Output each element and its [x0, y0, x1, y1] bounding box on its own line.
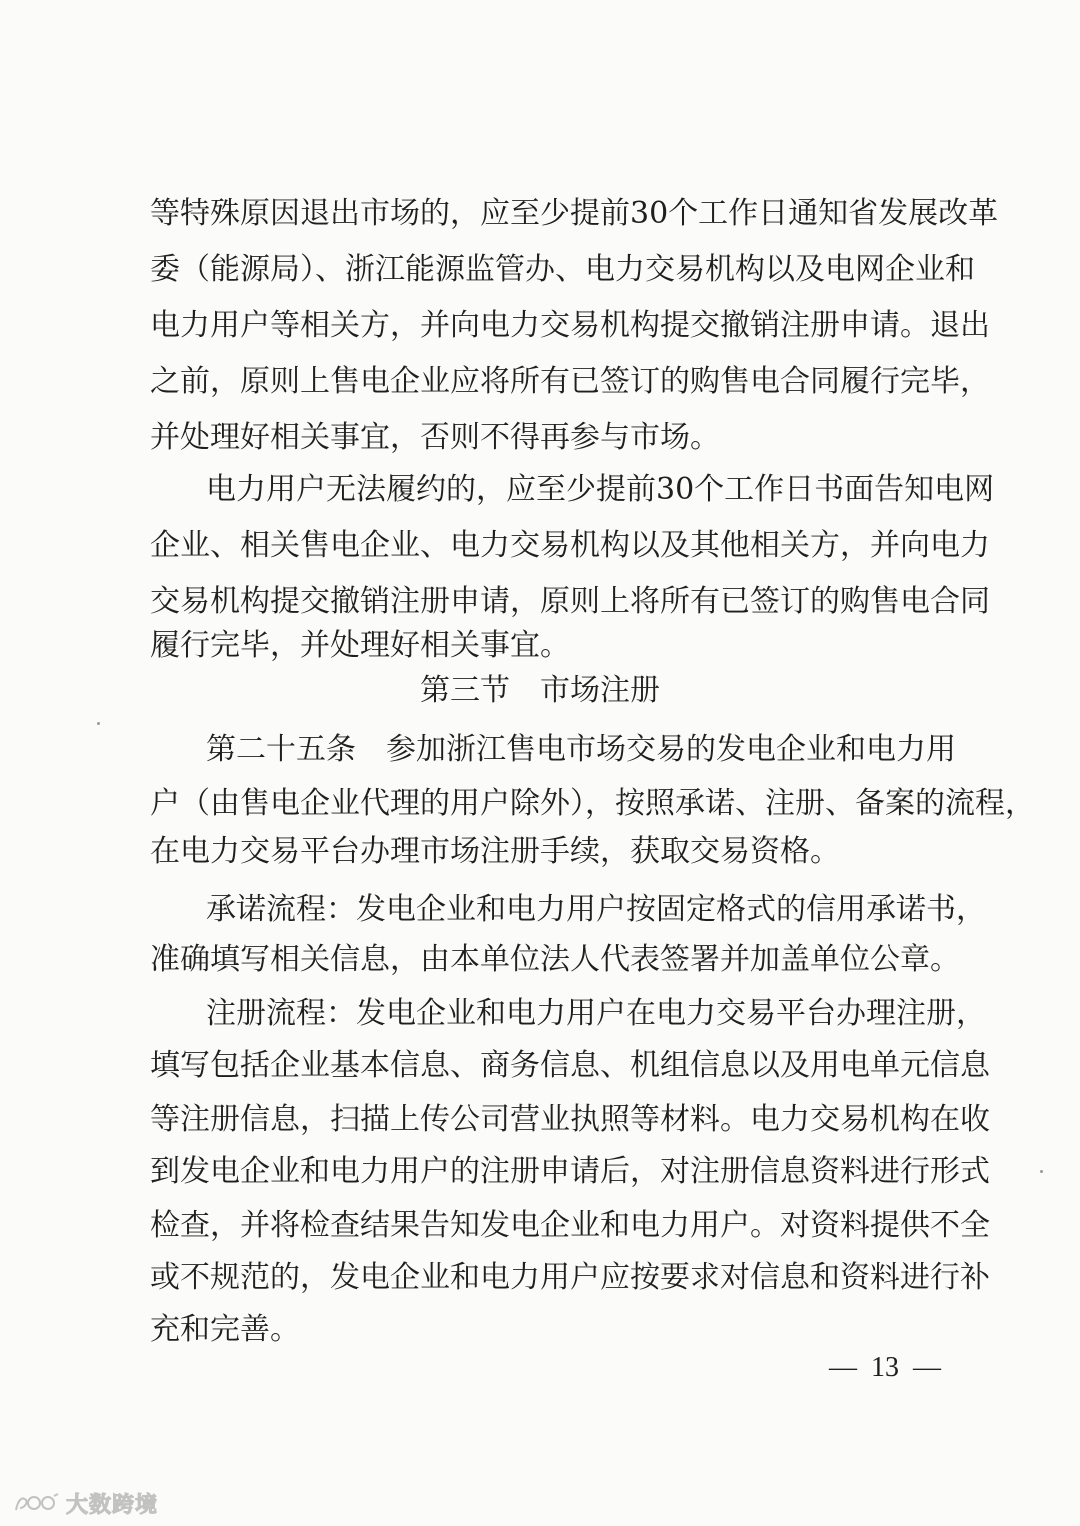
scan-speck — [97, 722, 100, 725]
registration-process-line-3: 等注册信息，扫描上传公司营业执照等材料。电力交易机构在收 — [150, 1102, 990, 1137]
paragraph1-line-4: 之前，原则上售电企业应将所有已签订的购售电合同履行完毕， — [150, 364, 990, 399]
article-25-line-3: 在电力交易平台办理市场注册手续，获取交易资格。 — [150, 834, 840, 869]
commitment-process-line-2: 准确填写相关信息，由本单位法人代表签署并加盖单位公章。 — [150, 942, 960, 977]
paragraph1-line-5: 并处理好相关事宜，否则不得再参与市场。 — [150, 420, 720, 455]
paragraph1-line-3: 电力用户等相关方，并向电力交易机构提交撤销注册申请。退出 — [150, 308, 990, 343]
page-number: — 13 — — [829, 1352, 941, 1383]
paragraph2-line-4: 履行完毕，并处理好相关事宜。 — [150, 628, 570, 663]
watermark — [12, 1488, 158, 1518]
registration-process-line-7: 充和完善。 — [150, 1312, 300, 1347]
paragraph1-line-2: 委（能源局）、浙江能源监管办、电力交易机构以及电网企业和 — [150, 252, 975, 287]
scan-speck — [1040, 1170, 1043, 1173]
paragraph2-line-1: 电力用户无法履约的，应至少提前30个工作日书面告知电网 — [206, 472, 995, 507]
paragraph2-line-3: 交易机构提交撤销注册申请，原则上将所有已签订的购售电合同 — [150, 584, 990, 619]
registration-process-line-2: 填写包括企业基本信息、商务信息、机组信息以及用电单元信息 — [150, 1048, 990, 1083]
section-title: 第三节 市场注册 — [420, 673, 660, 708]
paragraph1-line-1: 等特殊原因退出市场的，应至少提前30个工作日通知省发展改革 — [150, 196, 999, 231]
article-25-line-1: 第二十五条 参加浙江售电市场交易的发电企业和电力用 — [206, 732, 956, 767]
article-25-line-2: 户（由售电企业代理的用户除外），按照承诺、注册、备案的流程， — [150, 786, 1035, 821]
commitment-process-line-1: 承诺流程：发电企业和电力用户按固定格式的信用承诺书， — [206, 892, 986, 927]
watermark-logo-icon — [12, 1490, 60, 1516]
registration-process-line-4: 到发电企业和电力用户的注册申请后，对注册信息资料进行形式 — [150, 1154, 990, 1189]
paragraph2-line-2: 企业、相关售电企业、电力交易机构以及其他相关方，并向电力 — [150, 528, 990, 563]
registration-process-line-1: 注册流程：发电企业和电力用户在电力交易平台办理注册， — [206, 996, 986, 1031]
watermark-text: 大数跨境 — [66, 1492, 159, 1518]
registration-process-line-6: 或不规范的，发电企业和电力用户应按要求对信息和资料进行补 — [150, 1260, 990, 1295]
registration-process-line-5: 检查，并将检查结果告知发电企业和电力用户。对资料提供不全 — [150, 1208, 990, 1243]
